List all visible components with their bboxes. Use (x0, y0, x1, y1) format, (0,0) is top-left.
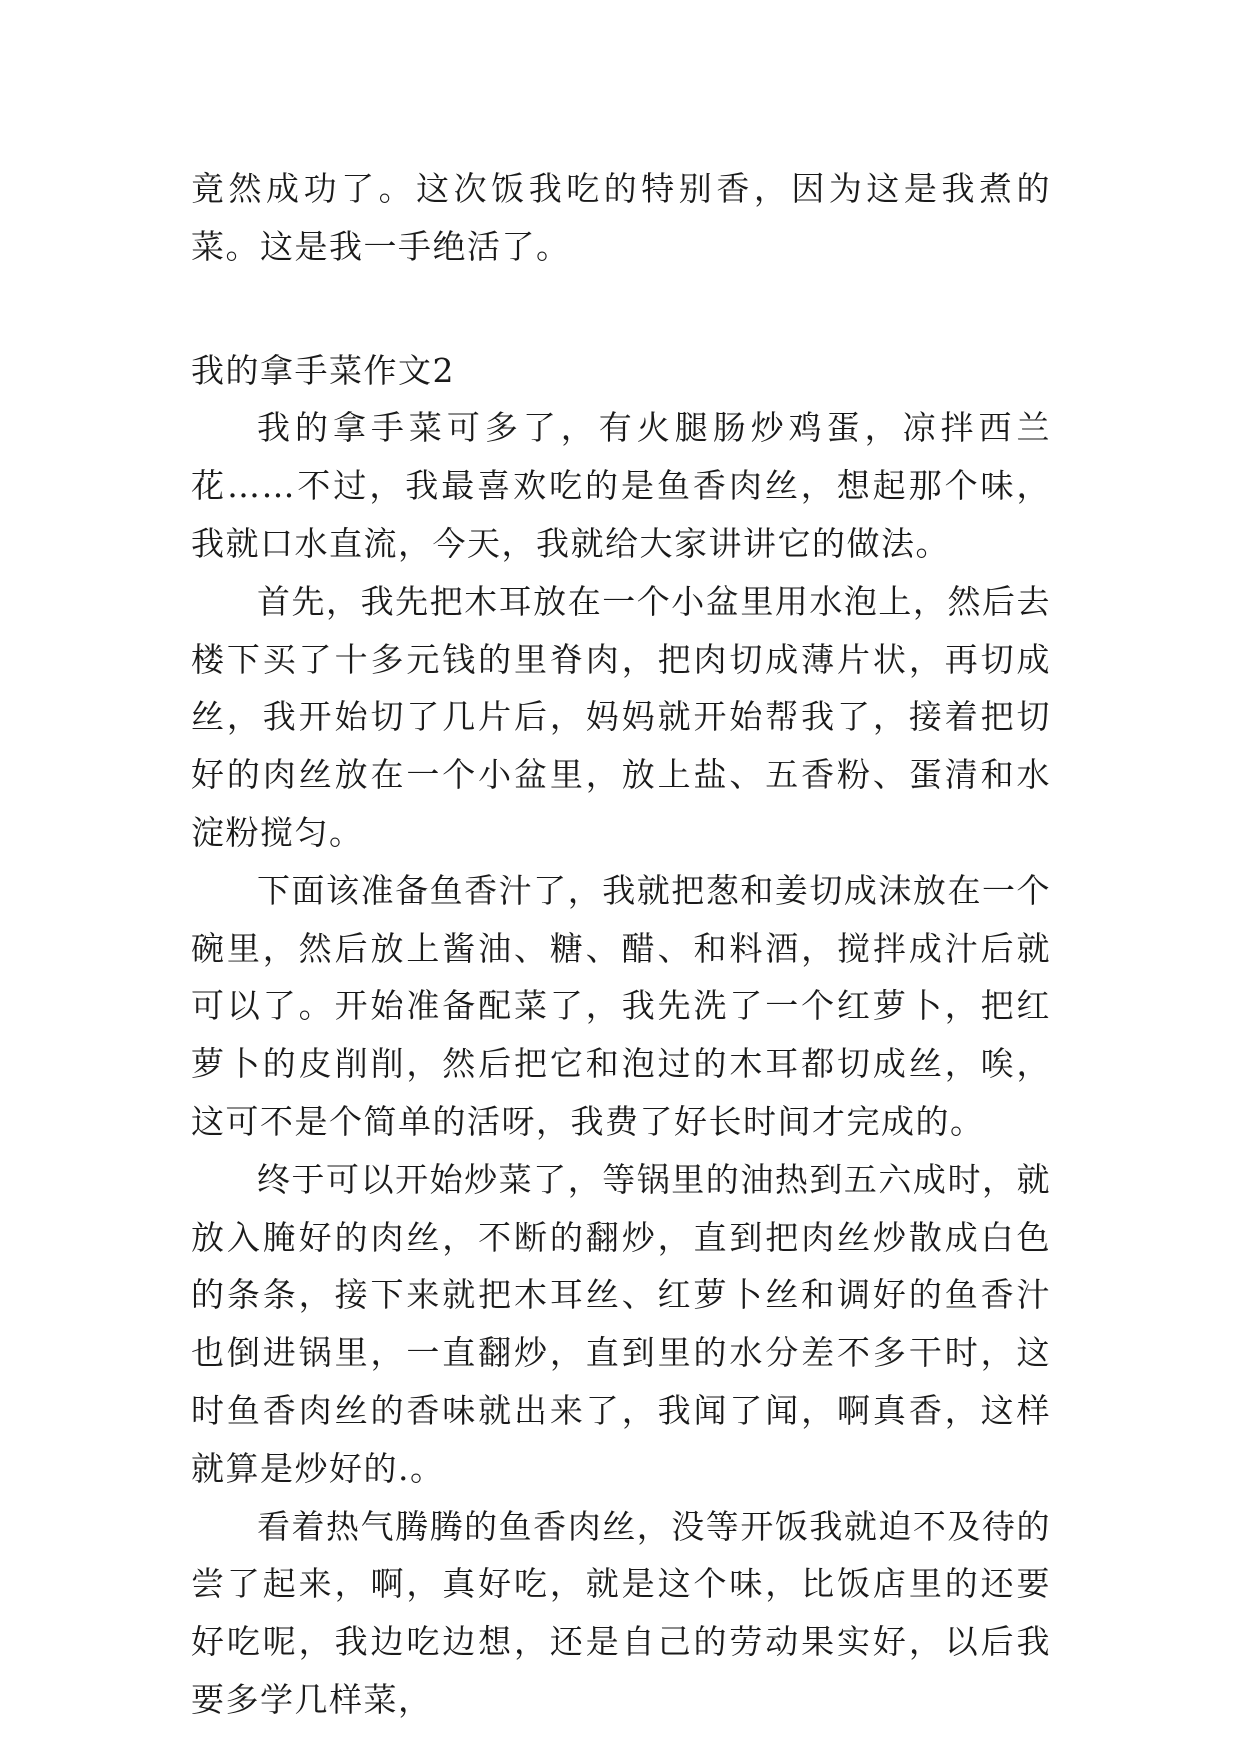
paragraph: 终于可以开始炒菜了，等锅里的油热到五六成时，就放入腌好的肉丝，不断的翻炒，直到把肉丝炒散成白色的条条，接下来就把木耳丝、红萝卜丝和调好的鱼香汁也倒进锅里，一直翻炒，直到里的水分差不多干时，这时鱼香肉丝的香味就出来了，我闻了闻，啊真香，这样就算是炒好的.。 (191, 1159, 1051, 1488)
document-body (191, 160, 1051, 1729)
section-title: 我的拿手菜作文2 (191, 350, 455, 390)
paragraph: 我的拿手菜可多了，有火腿肠炒鸡蛋，凉拌西兰花……不过，我最喜欢吃的是鱼香肉丝，想起那个味，我就口水直流，今天，我就给大家讲讲它的做法。 (191, 408, 1051, 563)
paragraph: 看着热气腾腾的鱼香肉丝，没等开饭我就迫不及待的尝了起来，啊，真好吃，就是这个味，比饭店里的还要好吃呢，我边吃边想，还是自己的劳动果实好，以后我要多学几样菜， (191, 1506, 1051, 1719)
continuation-paragraph: 竟然成功了。这次饭我吃的特别香，因为这是我煮的菜。这是我一手绝活了。 (191, 169, 1051, 266)
paragraph: 首先，我先把木耳放在一个小盆里用水泡上，然后去楼下买了十多元钱的里脊肉，把肉切成薄片状，再切成丝，我开始切了几片后，妈妈就开始帮我了，接着把切好的肉丝放在一个小盆里，放上盐、五香粉、蛋清和水淀粉搅匀。 (191, 581, 1051, 852)
section-spacer (191, 276, 1051, 342)
paragraph: 下面该准备鱼香汁了，我就把葱和姜切成沫放在一个碗里，然后放上酱油、糖、醋、和料酒，搅拌成汁后就可以了。开始准备配菜了，我先洗了一个红萝卜，把红萝卜的皮削削，然后把它和泡过的木耳都切成丝，唉，这可不是个简单的活呀，我费了好长时间才完成的。 (191, 870, 1051, 1141)
